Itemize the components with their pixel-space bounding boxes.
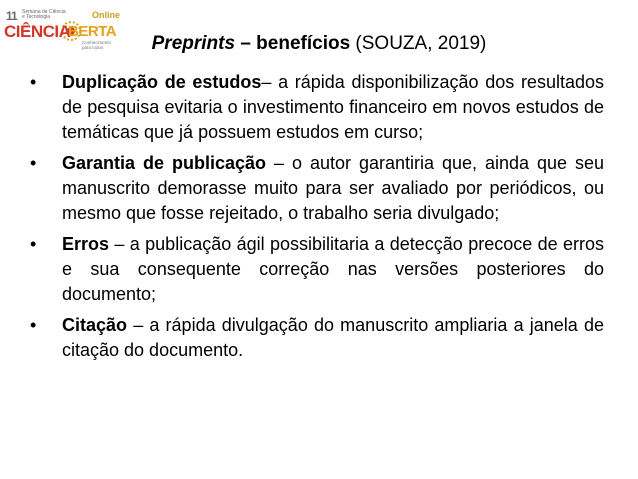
bullet-icon: • — [30, 234, 37, 254]
benefits-list — [30, 70, 604, 369]
list-item — [30, 232, 604, 307]
title-benefits: – benefícios — [235, 33, 356, 54]
logo-ciencia-word: CIÊNCIA — [4, 22, 71, 41]
bullet-term: Erros — [62, 234, 110, 254]
bullet-term: Garantia de publicação — [62, 153, 267, 173]
bullet-term: Duplicação de estudos — [62, 72, 262, 92]
bullet-text: – a rápida divulgação do manuscrito ampliaria a janela de citação do documento. — [62, 315, 604, 360]
list-item — [30, 313, 604, 363]
logo-edition-number: 11 — [6, 9, 17, 23]
bullet-icon: • — [30, 72, 37, 92]
list-item — [30, 151, 604, 226]
logo-aberta-word: BERTA — [68, 23, 117, 40]
bullet-term: Citação — [62, 315, 128, 335]
list-item — [30, 70, 604, 145]
bullet-text: – a rápida disponibilização dos resultados de pesquisa evitaria o investimento financeiro em novos estudos de temáticas que já possuem estudos em curso; — [62, 72, 604, 142]
logo-online-label: Online — [92, 10, 121, 20]
bullet-icon: • — [30, 153, 37, 173]
logo-small-text: Semana de Ciência e Tecnologia — [22, 9, 66, 20]
slide-title — [0, 33, 638, 55]
bullet-text: – o autor garantiria que, ainda que seu manuscrito demorasse muito para ser avaliado por periódicos, ou mesmo que fosse rejeitado, o trabalho seria divulgado; — [62, 153, 605, 223]
bullet-text: – a publicação ágil possibilitaria a detecção precoce de erros e sua consequente correção nas versões posteriores do documento; — [62, 234, 604, 304]
title-preprints: Preprints — [151, 33, 236, 54]
bullet-icon: • — [30, 315, 37, 335]
title-citation: (SOUZA, 2019) — [355, 33, 487, 54]
logo-tagline: Conhecimento para todos — [82, 40, 112, 50]
